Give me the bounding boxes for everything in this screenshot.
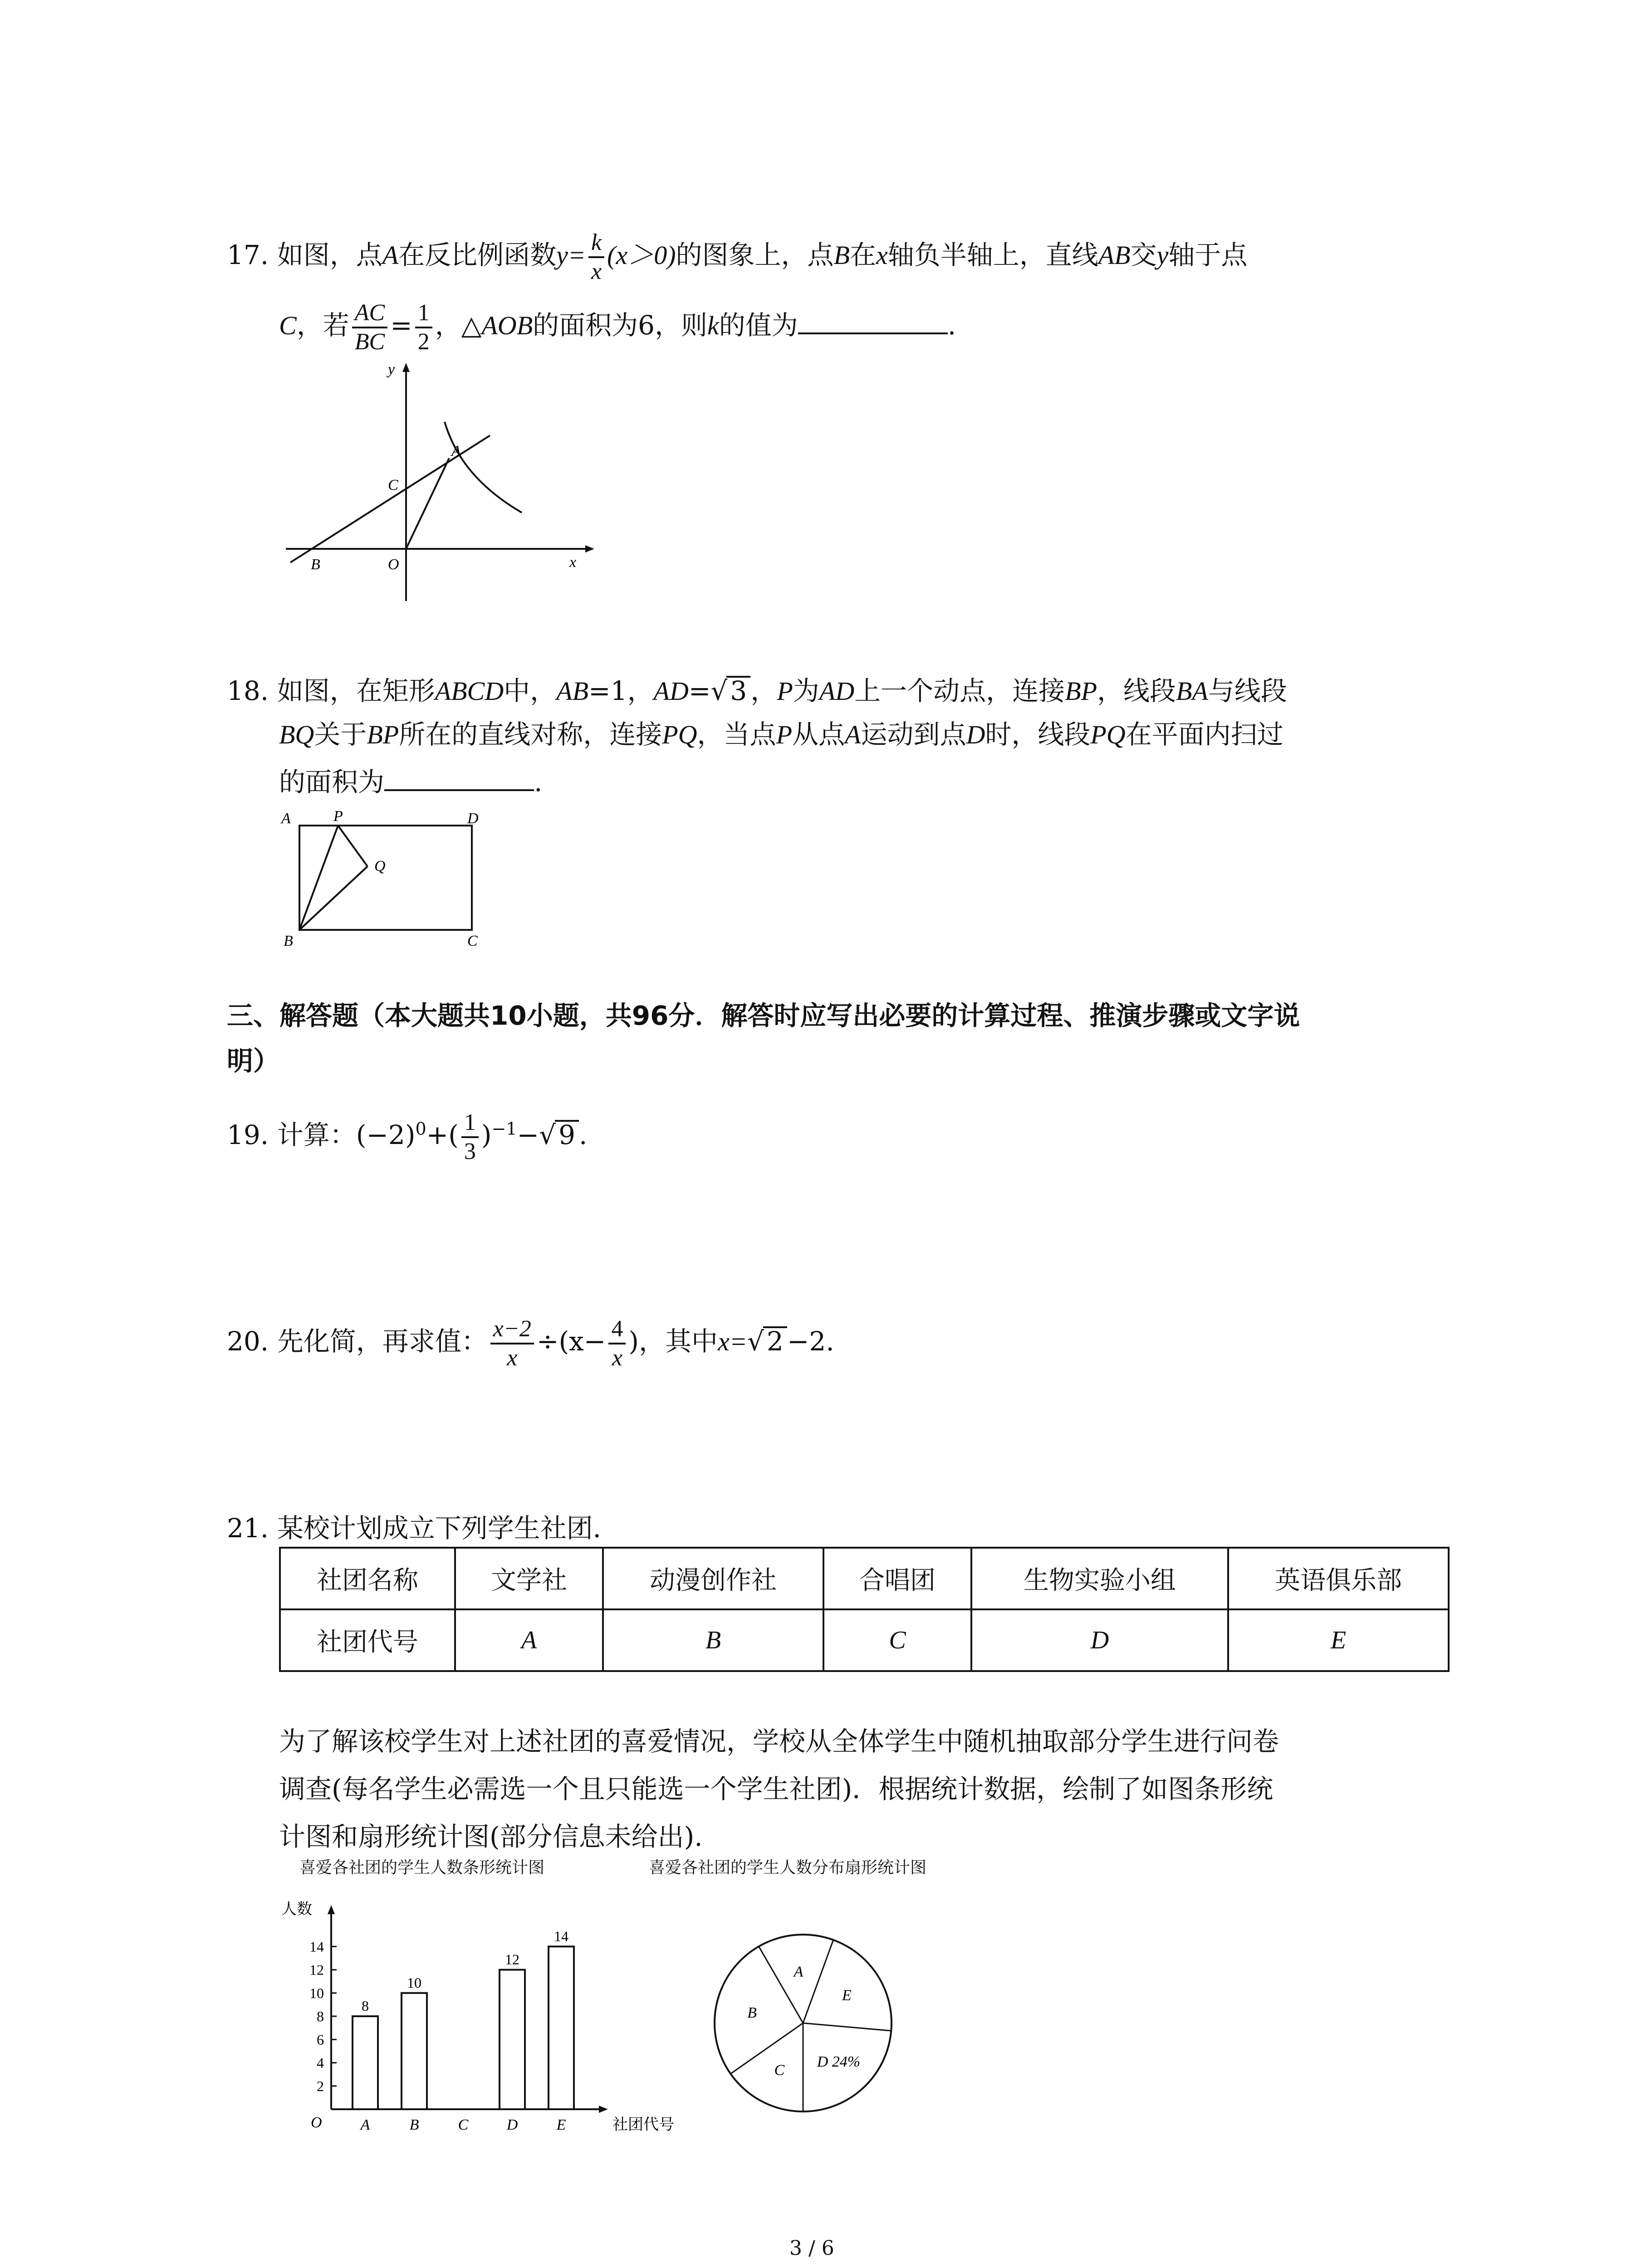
label-b: B [311, 556, 320, 573]
section3-heading-line2: 明） [227, 1046, 280, 1076]
y-tick-label: 14 [309, 1938, 324, 1955]
four-over-x-fraction: $\frac{4}{x}$ [608, 1315, 626, 1372]
segment-oa [406, 458, 449, 549]
k-over-x-fraction: $\frac{k}{x}$ [588, 229, 604, 285]
hyperbola-curve [445, 422, 522, 513]
label-a: A [281, 810, 291, 827]
data-label: 10 [407, 1974, 421, 1991]
label-x: x [569, 554, 577, 571]
label-y: y [388, 361, 395, 378]
x-axis-arrow [599, 2106, 608, 2113]
slice-label: A [794, 1963, 803, 1980]
data-label: 12 [505, 1951, 519, 1968]
segment-bp [299, 826, 338, 930]
q21-paragraph-line1: 为了解该校学生对上述社团的喜爱情况，学校从全体学生中随机抽取部分学生进行问卷 [279, 1726, 1279, 1757]
slice-label: D 24% [817, 2053, 861, 2071]
bar [353, 2016, 378, 2109]
section3-heading-line1: 三、解答题（本大题共10小题，共96分．解答时应写出必要的计算过程、推演步骤或文字说 [227, 1000, 1300, 1031]
y-tick-label: 4 [317, 2054, 324, 2071]
data-label: 14 [554, 1928, 568, 1945]
rectangle-abcd [299, 826, 472, 930]
bar-chart-title: 喜爱各社团的学生人数条形统计图 [299, 1858, 545, 1877]
bar [549, 1946, 574, 2109]
table-cell: 动漫创作社 [603, 1548, 823, 1609]
q20-number: 20. [227, 1325, 269, 1357]
ac-over-bc-fraction: $\frac{AC}{BC}$ [352, 299, 387, 356]
table-cell: A [455, 1609, 603, 1671]
sqrt-symbol: √ [710, 675, 728, 706]
q21-number: 21. [227, 1513, 269, 1544]
origin-label: O [311, 2114, 322, 2131]
y-tick-label: 10 [309, 1984, 324, 2001]
label-c: C [467, 933, 478, 949]
table-cell: 生物实验小组 [971, 1548, 1228, 1609]
q17-number: 17. [227, 239, 269, 270]
pie-chart [708, 1928, 898, 2118]
label-o: O [388, 556, 399, 573]
segment-pq [338, 826, 367, 866]
clubs-table [279, 1547, 1450, 1672]
label-a: A [451, 443, 461, 459]
x-tick-label: E [556, 2116, 566, 2133]
label-q: Q [374, 858, 386, 875]
q18-line3: 的面积为 . [279, 767, 543, 797]
q17-figure [272, 354, 599, 608]
q19-number: 19. [227, 1119, 269, 1150]
q18-line2: BQ关于BP所在的直线对称，连接PQ，当点P从点A运动到点D时，线段PQ在平面内扫过 [279, 719, 1283, 750]
slice-label: C [774, 2062, 785, 2079]
one-half-fraction: $\frac{1}{2}$ [415, 299, 432, 356]
table-cell: C [823, 1609, 971, 1671]
y-axis-arrow [328, 1905, 335, 1914]
label-p: P [333, 808, 343, 825]
table-cell: 社团名称 [280, 1548, 455, 1609]
x-tick-label: B [409, 2116, 419, 2133]
q19: 19. 计算：$(-2)^0+$( $\frac{1}{3}$ )$^{-1}$−√ 9 . [227, 1110, 588, 1164]
label-c: C [388, 477, 398, 494]
table-cell: E [1228, 1609, 1449, 1671]
sqrt-symbol: √ [747, 1325, 764, 1357]
table-cell: 合唱团 [823, 1548, 971, 1609]
table-cell: 英语俱乐部 [1228, 1548, 1449, 1609]
y-tick-label: 2 [317, 2077, 324, 2094]
answer-blank [798, 332, 948, 334]
x-tick-label: A [360, 2116, 370, 2133]
q21-paragraph-line2: 调查(每名学生必需选一个且只能选一个学生社团)．根据统计数据，绘制了如图条形统 [279, 1774, 1274, 1804]
y-axis-arrow [402, 363, 410, 372]
y-tick-label: 12 [309, 1961, 324, 1978]
y-tick-label: 6 [317, 2031, 324, 2048]
x-minus-2-over-x-fraction: $\frac{x-2}{x}$ [490, 1315, 534, 1372]
page-number: 3 / 6 [789, 2237, 834, 2260]
table-row [280, 1548, 1449, 1609]
pie-chart-title: 喜爱各社团的学生人数分布扇形统计图 [649, 1858, 927, 1877]
table-cell: B [603, 1609, 823, 1671]
bar [500, 1970, 525, 2110]
x-axis-arrow [585, 545, 594, 552]
table-cell: 文学社 [455, 1548, 603, 1609]
label-b: B [284, 933, 293, 949]
bar-chart [281, 1896, 690, 2150]
y-axis-label: 人数 [281, 1901, 312, 1918]
table-cell: 社团代号 [280, 1609, 455, 1671]
slice-label: E [842, 1987, 852, 2004]
answer-blank [384, 789, 534, 791]
label-d: D [467, 810, 479, 827]
table-row [280, 1609, 1449, 1671]
slice-label: B [747, 2004, 757, 2022]
q18-line1: 18. 如图，在矩形ABCD中，AB=1，AD=√ 3 ，P为AD上一个动点，连接BP，线段BA与线段 [227, 675, 1287, 706]
q21-paragraph-line3: 计图和扇形统计图(部分信息未给出). [279, 1821, 703, 1852]
q18-number: 18. [227, 675, 269, 706]
y-tick-label: 8 [317, 2008, 324, 2024]
q17-line2: C，若 $\frac{AC}{BC}$ = $\frac{1}{2}$ ，△AOB的面积为6，则k的值为 . [279, 300, 956, 355]
q17-line1: 17. 如图，点A在反比例函数y= $\frac{k}{x}$ (x＞0)的图象上，点B在x轴负半轴上，直线AB交y轴于点 [227, 230, 1248, 284]
q21-intro: 21. 某校计划成立下列学生社团． [227, 1513, 619, 1544]
table-cell: D [971, 1609, 1228, 1671]
bar [402, 1993, 427, 2109]
x-tick-label: C [458, 2116, 469, 2133]
one-third-fraction: $\frac{1}{3}$ [461, 1109, 479, 1165]
q18-figure [272, 807, 508, 957]
x-tick-label: D [506, 2116, 518, 2133]
segment-bq [299, 866, 367, 930]
sqrt-symbol: √ [539, 1119, 556, 1150]
data-label: 8 [362, 1998, 369, 2014]
x-axis-label: 社团代号 [612, 2116, 674, 2133]
q20: 20. 先化简，再求值： $\frac{x-2}{x}$ ÷(x− $\frac{4}{x}$ )，其中x=√ 2 −2. [227, 1316, 834, 1371]
